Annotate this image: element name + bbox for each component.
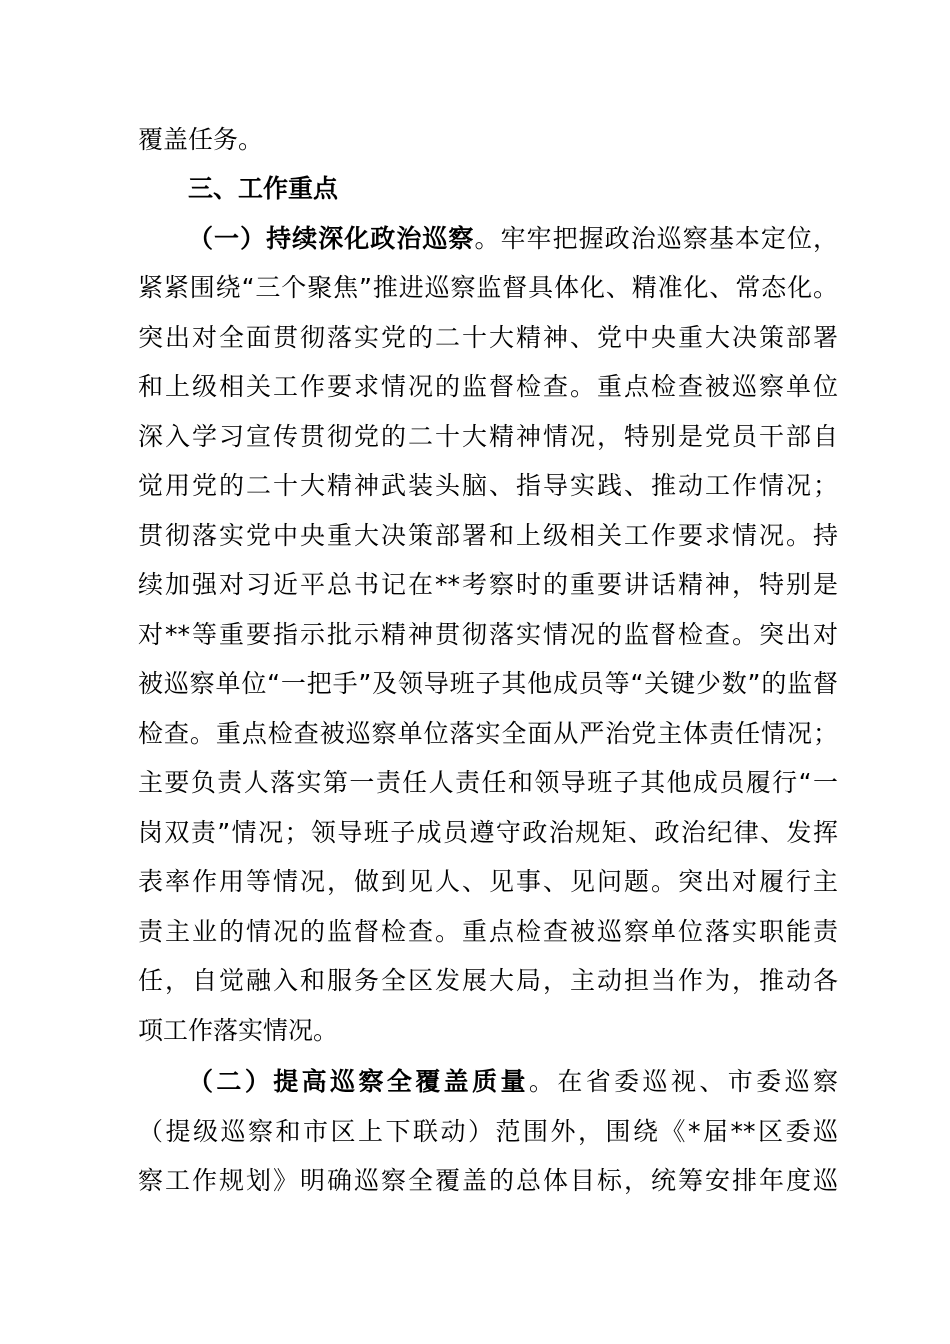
section-heading: 三、工作重点 bbox=[188, 174, 339, 203]
text-line: 被巡察单位“一把手”及领导班子其他成员等“关键少数”的监督 bbox=[138, 669, 838, 698]
text-line: 紧紧围绕“三个聚焦”推进巡察监督具体化、精准化、常态化。 bbox=[138, 273, 838, 302]
text-line: 岗双责”情况；领导班子成员遵守政治规矩、政治纪律、发挥 bbox=[138, 818, 838, 847]
text-line: 突出对全面贯彻落实党的二十大精神、党中央重大决策部署 bbox=[138, 323, 838, 352]
text-line: 和上级相关工作要求情况的监督检查。重点检查被巡察单位 bbox=[138, 372, 838, 401]
text-line: 责主业的情况的监督检查。重点检查被巡察单位落实职能责 bbox=[138, 917, 838, 946]
paragraph-lead-rest: 。在省委巡视、市委巡察 bbox=[528, 1067, 838, 1096]
text-line: 贯彻落实党中央重大决策部署和上级相关工作要求情况。持 bbox=[138, 521, 838, 550]
paragraph-first-line bbox=[188, 222, 838, 256]
text-line: 覆盖任务。 bbox=[138, 125, 264, 154]
text-line: 对**等重要指示批示精神贯彻落实情况的监督检查。突出对 bbox=[138, 620, 838, 649]
text-line: 任，自觉融入和服务全区发展大局，主动担当作为，推动各 bbox=[138, 966, 838, 995]
text-line: 表率作用等情况，做到见人、见事、见问题。突出对履行主 bbox=[138, 867, 838, 896]
paragraph-lead: （一）持续深化政治巡察 bbox=[188, 224, 475, 253]
text-line: 续加强对习近平总书记在**考察时的重要讲话精神，特别是 bbox=[138, 570, 838, 599]
text-line: （提级巡察和市区上下联动）范围外，围绕《*届**区委巡 bbox=[138, 1117, 838, 1146]
text-line: 深入学习宣传贯彻党的二十大精神情况，特别是党员干部自 bbox=[138, 422, 838, 451]
paragraph-lead-rest: 。牢牢把握政治巡察基本定位， bbox=[474, 224, 838, 253]
text-line: 主要负责人落实第一责任人责任和领导班子其他成员履行“一 bbox=[138, 768, 838, 797]
paragraph-lead: （二）提高巡察全覆盖质量 bbox=[188, 1067, 529, 1096]
text-line: 项工作落实情况。 bbox=[138, 1016, 339, 1045]
text-line: 觉用党的二十大精神武装头脑、指导实践、推动工作情况； bbox=[138, 471, 838, 500]
paragraph-first-line bbox=[188, 1065, 838, 1099]
text-line: 检查。重点检查被巡察单位落实全面从严治党主体责任情况； bbox=[138, 719, 838, 748]
text-line: 察工作规划》明确巡察全覆盖的总体目标，统筹安排年度巡 bbox=[138, 1166, 838, 1195]
